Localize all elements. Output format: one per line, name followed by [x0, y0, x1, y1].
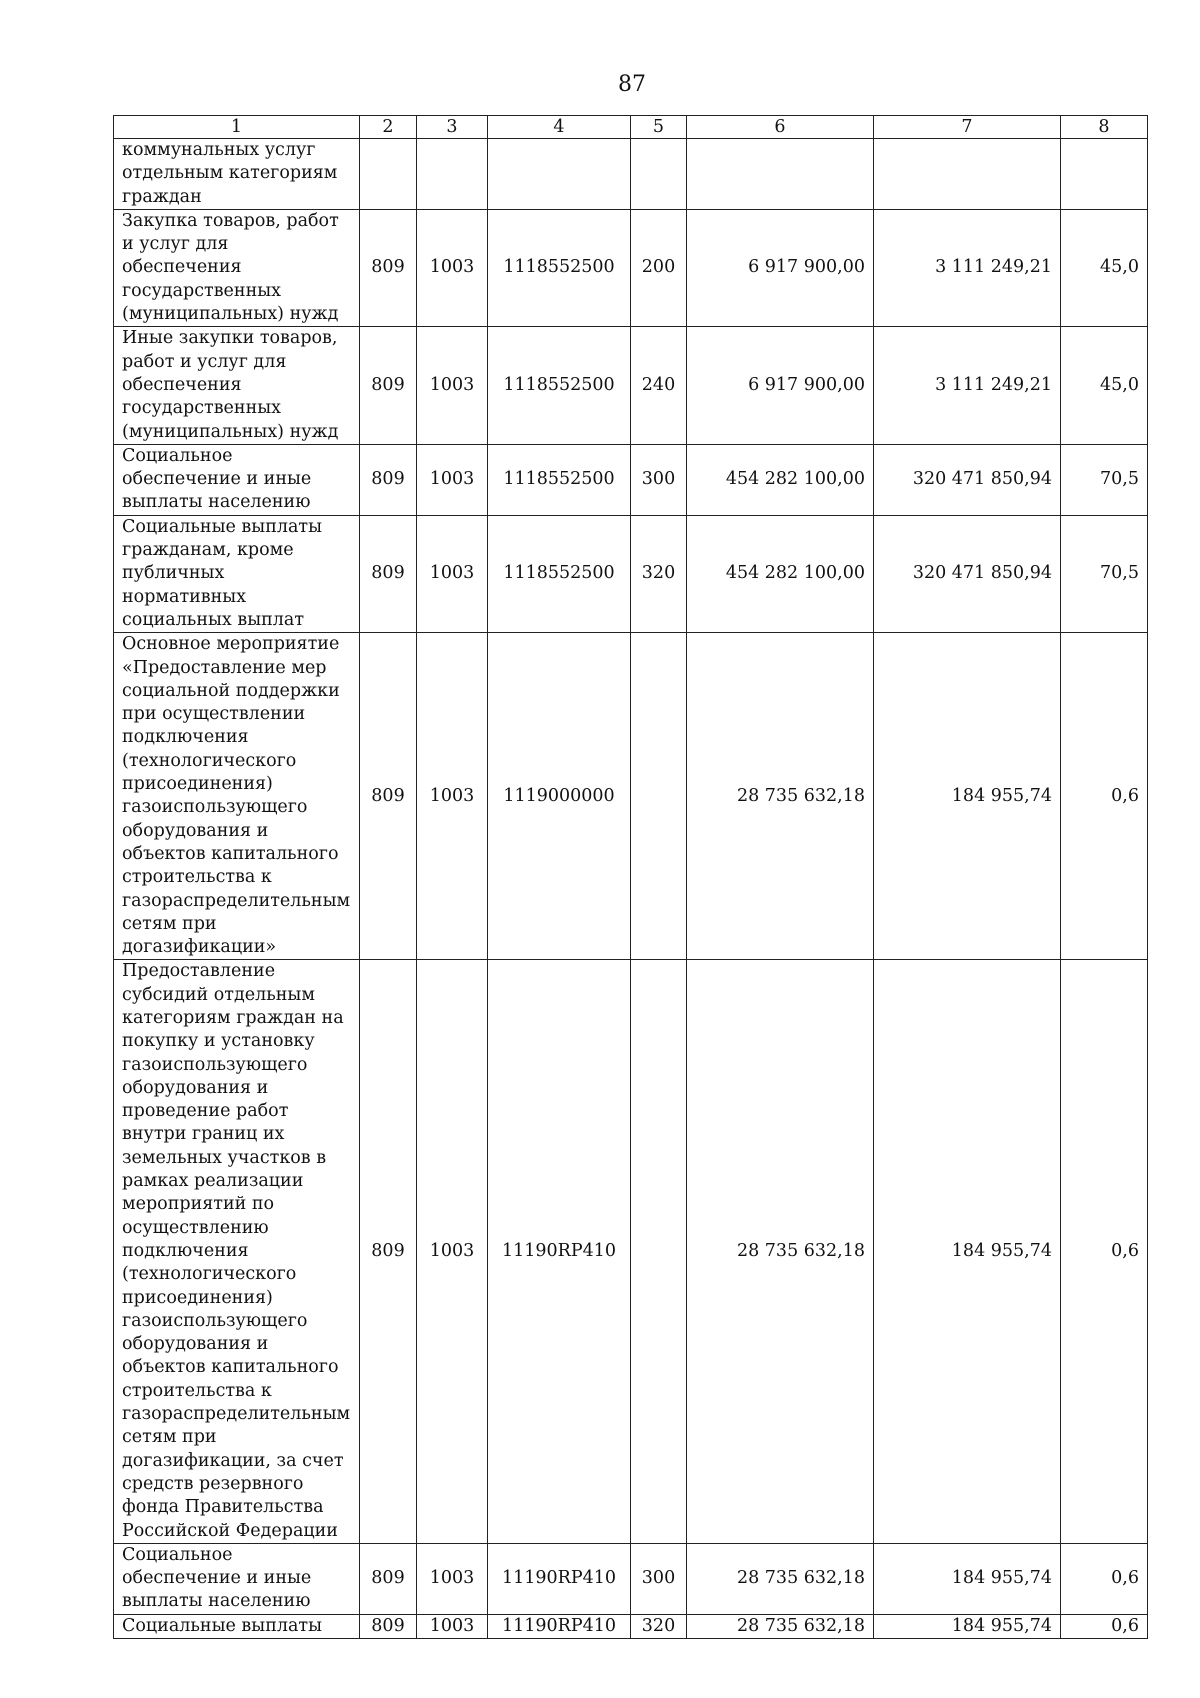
row-col-4 [488, 139, 631, 210]
row-col-8: 0,6 [1061, 633, 1148, 960]
table-row [114, 327, 1148, 444]
row-col-5: 300 [631, 1543, 687, 1614]
row-col-4: 1119000000 [488, 633, 631, 960]
row-col-6: 6 917 900,00 [687, 209, 874, 326]
row-col-7: 184 955,74 [874, 1543, 1061, 1614]
table-row [114, 1614, 1148, 1638]
row-name: Социальные выплаты [114, 1614, 360, 1638]
header-row [114, 116, 1148, 139]
row-col-4: 11190RP410 [488, 1543, 631, 1614]
table-row [114, 209, 1148, 326]
row-name: Предоставление субсидий отдельным категориям граждан на покупку и установку газоиспользующего оборудования и проведение работ внутри границ их земельных участков в рамках реализации мероприятий по осуществлению подключения (технологического присоединения) газоиспользующего оборудования и объектов капитального строительства к газораспределительным сетям при догазификации, за счет средств резервного фонда Правительства Российской Федерации [114, 960, 360, 1543]
row-col-8 [1061, 139, 1148, 210]
row-col-8: 0,6 [1061, 1543, 1148, 1614]
table-row [114, 633, 1148, 960]
row-col-5 [631, 139, 687, 210]
row-col-2: 809 [360, 633, 417, 960]
row-col-2: 809 [360, 209, 417, 326]
column-header-3: 3 [417, 116, 488, 139]
row-name: Иные закупки товаров, работ и услуг для обеспечения государственных (муниципальных) нужд [114, 327, 360, 444]
row-col-3: 1003 [417, 515, 488, 632]
row-col-5: 200 [631, 209, 687, 326]
row-col-7 [874, 139, 1061, 210]
row-col-6 [687, 139, 874, 210]
row-col-4: 1118552500 [488, 515, 631, 632]
table-row [114, 960, 1148, 1543]
row-col-2: 809 [360, 444, 417, 515]
row-col-2: 809 [360, 515, 417, 632]
table-row [114, 139, 1148, 210]
row-name: Социальные выплаты гражданам, кроме публичных нормативных социальных выплат [114, 515, 360, 632]
row-col-7: 184 955,74 [874, 1614, 1061, 1638]
row-name: Социальное обеспечение и иные выплаты населению [114, 444, 360, 515]
row-col-5 [631, 960, 687, 1543]
row-col-7: 3 111 249,21 [874, 209, 1061, 326]
row-col-2: 809 [360, 960, 417, 1543]
row-col-8: 70,5 [1061, 444, 1148, 515]
row-col-6: 454 282 100,00 [687, 444, 874, 515]
page-number: 87 [618, 72, 646, 97]
row-col-8: 45,0 [1061, 327, 1148, 444]
row-col-5 [631, 633, 687, 960]
row-col-2: 809 [360, 1543, 417, 1614]
row-col-7: 3 111 249,21 [874, 327, 1061, 444]
row-col-3: 1003 [417, 1543, 488, 1614]
row-col-6: 28 735 632,18 [687, 960, 874, 1543]
row-col-2 [360, 139, 417, 210]
row-col-8: 45,0 [1061, 209, 1148, 326]
row-col-2: 809 [360, 1614, 417, 1638]
row-col-6: 28 735 632,18 [687, 633, 874, 960]
row-name: Основное мероприятие «Предоставление мер социальной поддержки при осуществлении подключения (технологического присоединения) газоиспользующего оборудования и объектов капитального строительства к газораспределительным сетям при догазификации» [114, 633, 360, 960]
table-row [114, 515, 1148, 632]
row-col-6: 28 735 632,18 [687, 1543, 874, 1614]
row-col-7: 320 471 850,94 [874, 515, 1061, 632]
row-col-3: 1003 [417, 960, 488, 1543]
column-header-1: 1 [114, 116, 360, 139]
row-col-5: 300 [631, 444, 687, 515]
row-col-7: 184 955,74 [874, 633, 1061, 960]
row-name: Социальное обеспечение и иные выплаты населению [114, 1543, 360, 1614]
row-col-5: 320 [631, 515, 687, 632]
row-col-4: 11190RP410 [488, 1614, 631, 1638]
row-col-3: 1003 [417, 1614, 488, 1638]
table-row [114, 1543, 1148, 1614]
row-col-7: 184 955,74 [874, 960, 1061, 1543]
row-col-4: 1118552500 [488, 327, 631, 444]
column-header-7: 7 [874, 116, 1061, 139]
row-col-7: 320 471 850,94 [874, 444, 1061, 515]
column-header-4: 4 [488, 116, 631, 139]
row-col-8: 70,5 [1061, 515, 1148, 632]
row-col-4: 1118552500 [488, 209, 631, 326]
column-header-8: 8 [1061, 116, 1148, 139]
row-col-8: 0,6 [1061, 1614, 1148, 1638]
row-col-3 [417, 139, 488, 210]
row-col-4: 1118552500 [488, 444, 631, 515]
column-header-2: 2 [360, 116, 417, 139]
row-col-3: 1003 [417, 209, 488, 326]
row-col-3: 1003 [417, 444, 488, 515]
column-header-5: 5 [631, 116, 687, 139]
row-col-8: 0,6 [1061, 960, 1148, 1543]
table-row [114, 444, 1148, 515]
row-col-3: 1003 [417, 633, 488, 960]
row-col-2: 809 [360, 327, 417, 444]
row-name: Закупка товаров, работ и услуг для обеспечения государственных (муниципальных) нужд [114, 209, 360, 326]
row-col-5: 320 [631, 1614, 687, 1638]
budget-table [113, 115, 1148, 1639]
row-col-6: 28 735 632,18 [687, 1614, 874, 1638]
row-col-6: 454 282 100,00 [687, 515, 874, 632]
column-header-6: 6 [687, 116, 874, 139]
row-col-4: 11190RP410 [488, 960, 631, 1543]
row-col-5: 240 [631, 327, 687, 444]
row-col-6: 6 917 900,00 [687, 327, 874, 444]
row-name: коммунальных услуг отдельным категориям граждан [114, 139, 360, 210]
row-col-3: 1003 [417, 327, 488, 444]
